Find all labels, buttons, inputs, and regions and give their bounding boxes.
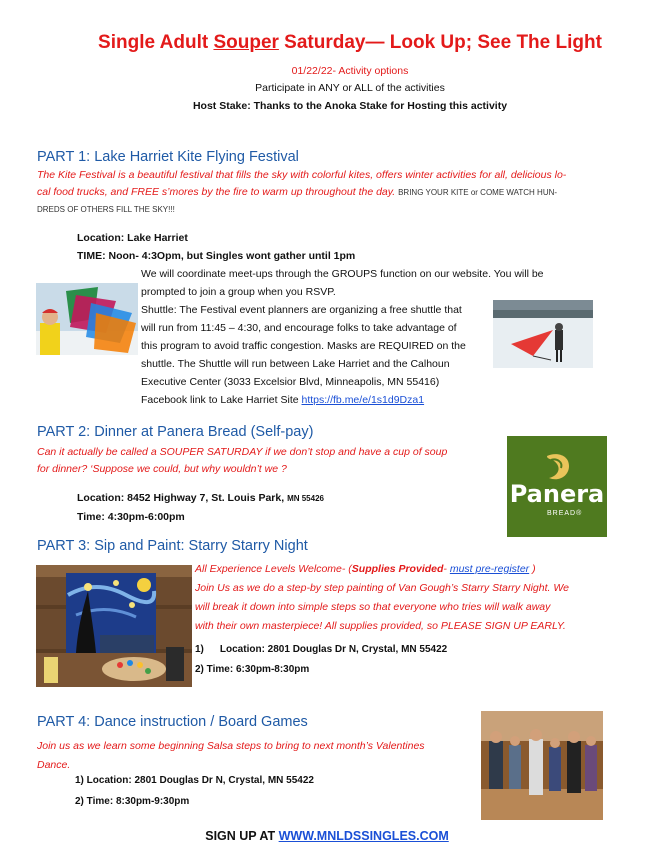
part3-location xyxy=(195,641,447,659)
kite-photo-right xyxy=(493,300,593,368)
shuttle-line: will run from 11:45 – 4:30, and encourage folks to take advantage of xyxy=(141,322,457,334)
levels-text: All Experience Levels Welcome- ( xyxy=(195,563,352,575)
desc-line: for dinner? ‘Suppose we could, but why wouldn’t we ? xyxy=(37,463,287,475)
item-text: Location: 2801 Douglas Dr N, Crystal, MN 55422 xyxy=(219,644,448,655)
panera-woman-icon xyxy=(541,452,573,482)
facebook-link[interactable]: https://fb.me/e/1s1d9Dza1 xyxy=(301,394,425,406)
part4-time: 2) Time: 8:30pm-9:30pm xyxy=(75,796,190,807)
part2-location xyxy=(77,489,324,508)
title-part: Single Adult xyxy=(98,32,214,53)
part2-time: Time: 4:30pm-6:00pm xyxy=(77,511,185,523)
desc-line: The Kite Festival is a beautiful festival that fills the sky with colorful kites, offers winter activities for all, delicious lo- xyxy=(37,169,567,181)
location-zip: MN 55426 xyxy=(287,494,324,503)
part2-description xyxy=(37,444,497,478)
signup-url-link[interactable]: WWW.MNLDSSINGLES.COM xyxy=(278,829,449,843)
part4-description xyxy=(37,737,487,775)
desc-caps: BRING YOUR KITE or COME WATCH HUN- xyxy=(398,188,558,197)
part1-description xyxy=(37,167,637,218)
item-number: 1) xyxy=(195,644,204,655)
part4-heading: PART 4: Dance instruction / Board Games xyxy=(37,714,308,730)
title-souper: Souper xyxy=(213,32,279,53)
footer-signup xyxy=(0,829,654,843)
desc-line: Join Us as we do a step-by step painting of Van Gough’s Starry Starry Night. We xyxy=(195,582,569,594)
page-title xyxy=(0,32,654,54)
starry-night-photo xyxy=(36,565,192,687)
panera-logo xyxy=(507,436,607,537)
part3-time: 2) Time: 6:30pm-8:30pm xyxy=(195,664,310,675)
levels-end: ) xyxy=(529,563,536,575)
part1-heading: PART 1: Lake Harriet Kite Flying Festival xyxy=(37,149,299,165)
groups-line: We will coordinate meet-ups through the GROUPS function on our website. You will be xyxy=(141,268,544,280)
location-value: 8452 Highway 7, St. Louis Park, xyxy=(124,492,288,504)
supplies-provided: Supplies Provided xyxy=(351,563,444,575)
date-line: 01/22/22- Activity options xyxy=(291,65,409,77)
shuttle-line: Shuttle: The Festival event planners are organizing a free shuttle that xyxy=(141,304,462,316)
desc-line: Dance. xyxy=(37,759,71,771)
participate-line: Participate in ANY or ALL of the activities xyxy=(255,82,445,94)
shuttle-line: Executive Center (3033 Excelsior Blvd, Minneapolis, MN 55416) xyxy=(141,376,440,388)
pre-register-link[interactable]: must pre-register xyxy=(449,563,530,575)
desc-line: cal food trucks, and FREE s’mores by the fire to warm up throughout the day. xyxy=(37,186,396,198)
panera-word: Panera xyxy=(509,480,605,508)
host-line: Host Stake: Thanks to the Anoka Stake for Hosting this activity xyxy=(192,100,508,112)
panera-sub: BREAD® xyxy=(547,510,583,517)
desc-line: Join us as we learn some beginning Salsa steps to bring to next month’s Valentines xyxy=(37,740,425,752)
part1-location: Location: Lake Harriet xyxy=(77,232,188,244)
part2-heading: PART 2: Dinner at Panera Bread (Self-pay) xyxy=(37,424,314,440)
kite-photo-left xyxy=(36,283,138,355)
desc-line: with their own masterpiece! All supplies provided, so PLEASE SIGN UP EARLY. xyxy=(195,620,566,632)
part3-levels xyxy=(195,561,635,578)
shuttle-line: this program to avoid traffic congestion. Masks are REQUIRED on the xyxy=(141,340,466,352)
part4-location: 1) Location: 2801 Douglas Dr N, Crystal, MN 55422 xyxy=(75,775,314,786)
part1-time: TIME: Noon- 4:3Opm, but Singles wont gather until 1pm xyxy=(77,250,356,262)
location-label: Location: xyxy=(77,492,125,504)
desc-line: Can it actually be called a SOUPER SATURDAY if we don’t stop and have a cup of soup xyxy=(37,446,448,458)
part3-description xyxy=(195,579,640,636)
facebook-text: Facebook link to Lake Harriet Site xyxy=(141,394,302,406)
dance-photo xyxy=(481,711,603,820)
groups-line: prompted to join a group when you RSVP. xyxy=(141,286,336,298)
desc-caps: DREDS OF OTHERS FILL THE SKY!!! xyxy=(37,205,175,214)
title-part: Saturday— Look Up; See The Light xyxy=(278,32,602,53)
part3-heading: PART 3: Sip and Paint: Starry Starry Night xyxy=(37,538,308,554)
shuttle-line: shuttle. The Shuttle will run between Lake Harriet and the Calhoun xyxy=(141,358,450,370)
signup-text: SIGN UP AT xyxy=(205,829,279,843)
levels-dash: - xyxy=(443,563,450,575)
desc-line: will break it down into simple steps so that everyone who tries will walk away xyxy=(195,601,551,613)
